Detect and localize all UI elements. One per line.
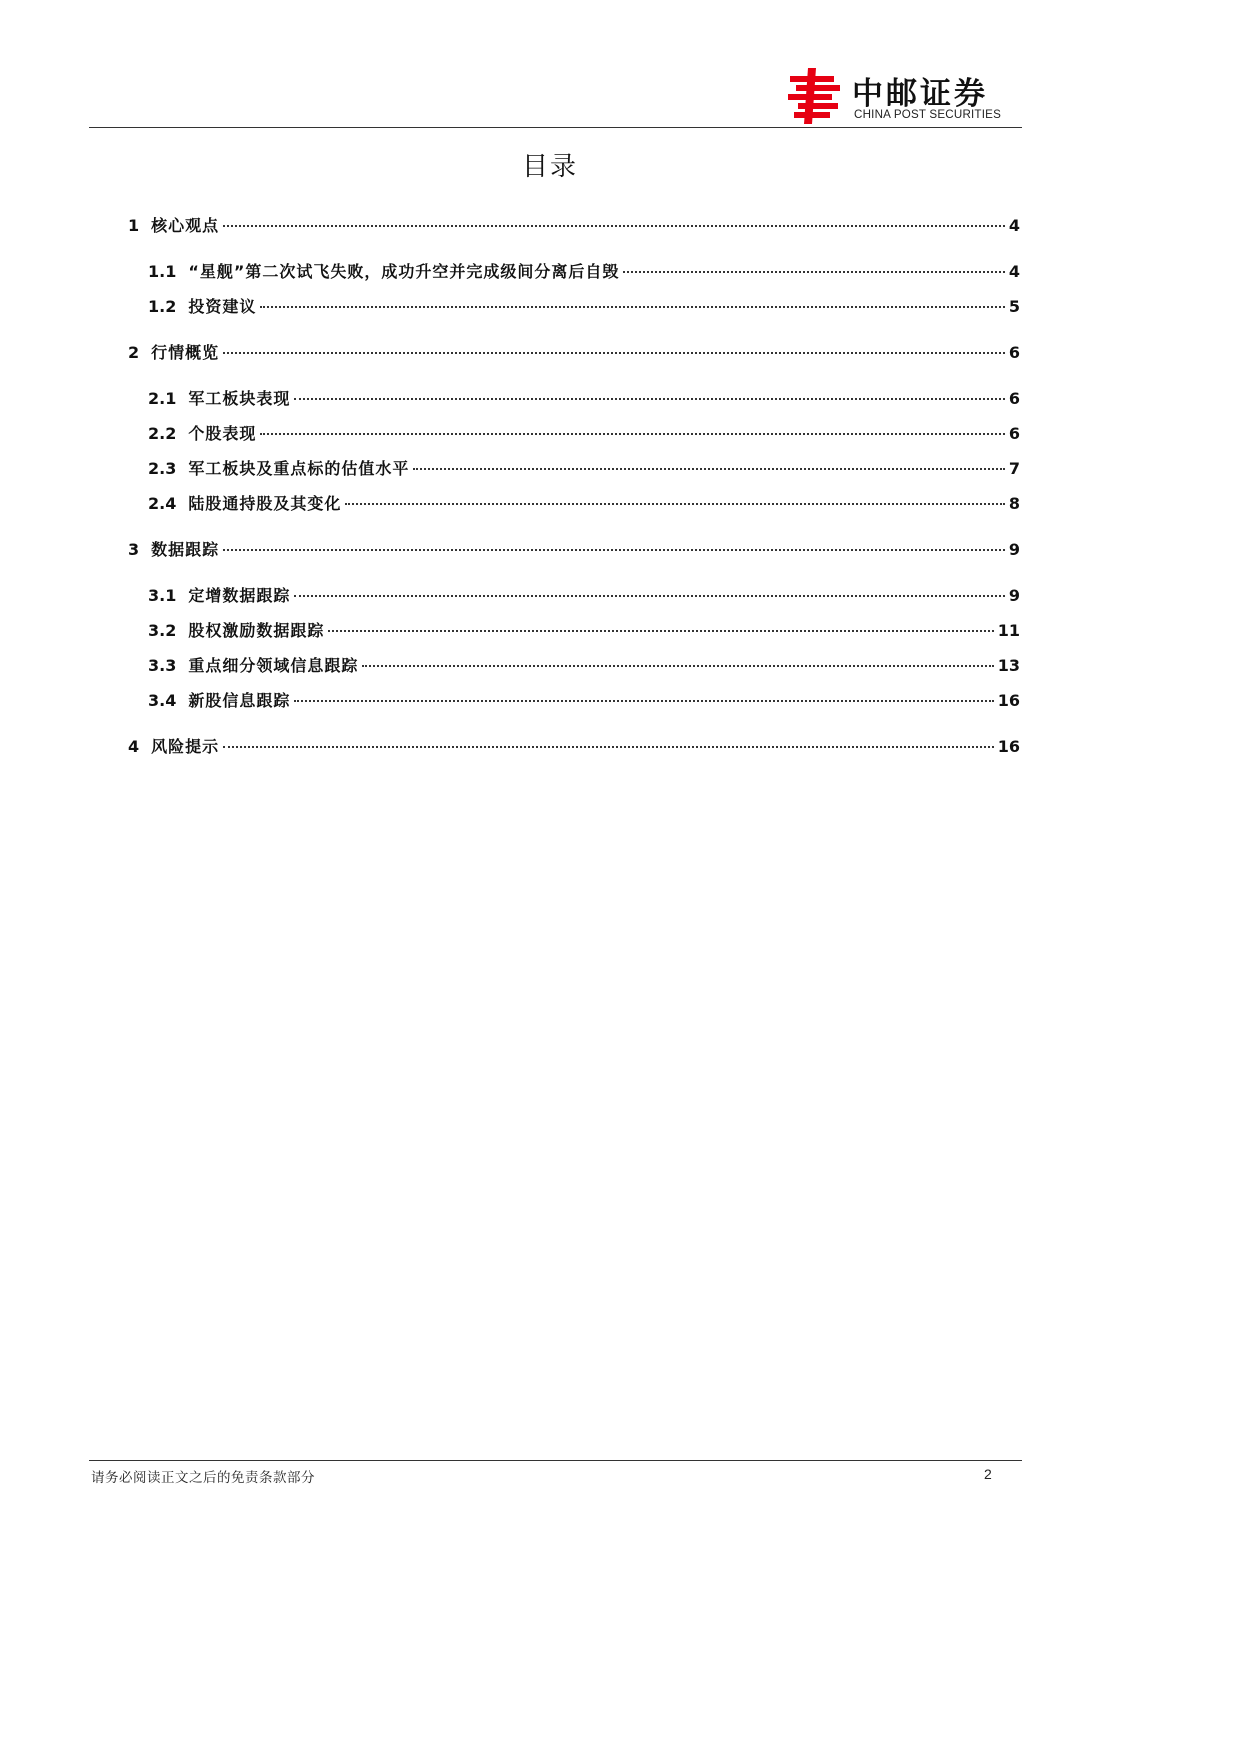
toc-entry[interactable] <box>128 537 1020 559</box>
toc-entry-number: 3.3 <box>148 656 177 675</box>
toc-entry-page: 16 <box>997 737 1020 756</box>
dot-leader <box>223 746 994 748</box>
toc-entry-title: 军工板块表现 <box>188 389 291 408</box>
dot-leader <box>223 225 1005 227</box>
toc-entry[interactable] <box>148 259 1020 281</box>
page-number: 2 <box>984 1466 992 1482</box>
toc-entry-page: 9 <box>1008 540 1020 559</box>
toc-entry[interactable] <box>148 386 1020 408</box>
toc-entry-number: 3.1 <box>148 586 177 605</box>
toc-entry-title: 个股表现 <box>188 424 257 443</box>
toc-entry-title: 股权激励数据跟踪 <box>188 621 325 640</box>
toc-entry[interactable] <box>148 491 1020 513</box>
toc-entry-number: 4 <box>128 737 140 756</box>
toc-entry[interactable] <box>148 294 1020 316</box>
toc-entry[interactable] <box>128 340 1020 362</box>
dot-leader <box>362 665 993 667</box>
company-logo <box>786 66 1022 124</box>
toc-entry-title: 重点细分领域信息跟踪 <box>188 656 359 675</box>
dot-leader <box>260 433 1005 435</box>
dot-leader <box>413 468 1005 470</box>
toc-entry-number: 2.4 <box>148 494 177 513</box>
toc-entry[interactable] <box>128 213 1020 235</box>
toc-entry-page: 16 <box>997 691 1020 710</box>
toc-entry-page: 8 <box>1008 494 1020 513</box>
toc-entry-page: 9 <box>1008 586 1020 605</box>
toc-entry-number: 2.1 <box>148 389 177 408</box>
toc-title: 目录 <box>521 152 578 182</box>
toc-entry-page: 4 <box>1008 216 1020 235</box>
toc-entry-page: 5 <box>1008 297 1020 316</box>
toc-entry-title: 核心观点 <box>151 216 220 235</box>
dot-leader <box>223 352 1005 354</box>
toc-entry-title: 新股信息跟踪 <box>188 691 291 710</box>
toc-entry-page: 11 <box>997 621 1020 640</box>
toc-entry-page: 6 <box>1008 424 1020 443</box>
footer-divider <box>89 1460 1022 1461</box>
dot-leader <box>345 503 1005 505</box>
toc-entry[interactable] <box>148 618 1020 640</box>
footer-disclaimer: 请务必阅读正文之后的免责条款部分 <box>91 1470 315 1486</box>
toc-entry[interactable] <box>128 734 1020 756</box>
toc-entry[interactable] <box>148 653 1020 675</box>
toc-entry-title: 军工板块及重点标的估值水平 <box>188 459 410 478</box>
dot-leader <box>294 398 1005 400</box>
toc-entry-title: 陆股通持股及其变化 <box>188 494 342 513</box>
toc-entry-number: 2.3 <box>148 459 177 478</box>
toc-entry-number: 2.2 <box>148 424 177 443</box>
toc-entry[interactable] <box>148 583 1020 605</box>
toc-entry-title: 行情概览 <box>151 343 220 362</box>
toc-entry-title: 风险提示 <box>151 737 220 756</box>
logo-chinese-name: 中邮证券 <box>852 76 988 112</box>
toc-entry-number: 1 <box>128 216 140 235</box>
toc-entry[interactable] <box>148 456 1020 478</box>
toc-entry-number: 3.2 <box>148 621 177 640</box>
toc-entry-page: 4 <box>1008 262 1020 281</box>
header-divider <box>89 127 1022 128</box>
toc-entry-title: 数据跟踪 <box>151 540 220 559</box>
dot-leader <box>223 549 1005 551</box>
dot-leader <box>623 271 1004 273</box>
toc-entry[interactable] <box>148 688 1020 710</box>
dot-leader <box>260 306 1005 308</box>
toc-entry-title: 投资建议 <box>188 297 257 316</box>
china-post-logo-icon <box>786 68 842 124</box>
logo-english-name: CHINA POST SECURITIES <box>854 108 1002 121</box>
toc-entry-number: 1.1 <box>148 262 177 281</box>
toc-entry[interactable] <box>148 421 1020 443</box>
toc-entry-title: 定增数据跟踪 <box>188 586 291 605</box>
dot-leader <box>294 595 1005 597</box>
toc-entry-number: 1.2 <box>148 297 177 316</box>
toc-entry-number: 3.4 <box>148 691 177 710</box>
toc-entry-number: 2 <box>128 343 140 362</box>
toc-entry-title: “星舰”第二次试飞失败，成功升空并完成级间分离后自毁 <box>188 262 620 281</box>
toc-entry-page: 6 <box>1008 343 1020 362</box>
toc-entry-page: 7 <box>1008 459 1020 478</box>
toc-entry-page: 6 <box>1008 389 1020 408</box>
toc-entry-number: 3 <box>128 540 140 559</box>
dot-leader <box>328 630 993 632</box>
dot-leader <box>294 700 993 702</box>
toc-entry-page: 13 <box>997 656 1020 675</box>
